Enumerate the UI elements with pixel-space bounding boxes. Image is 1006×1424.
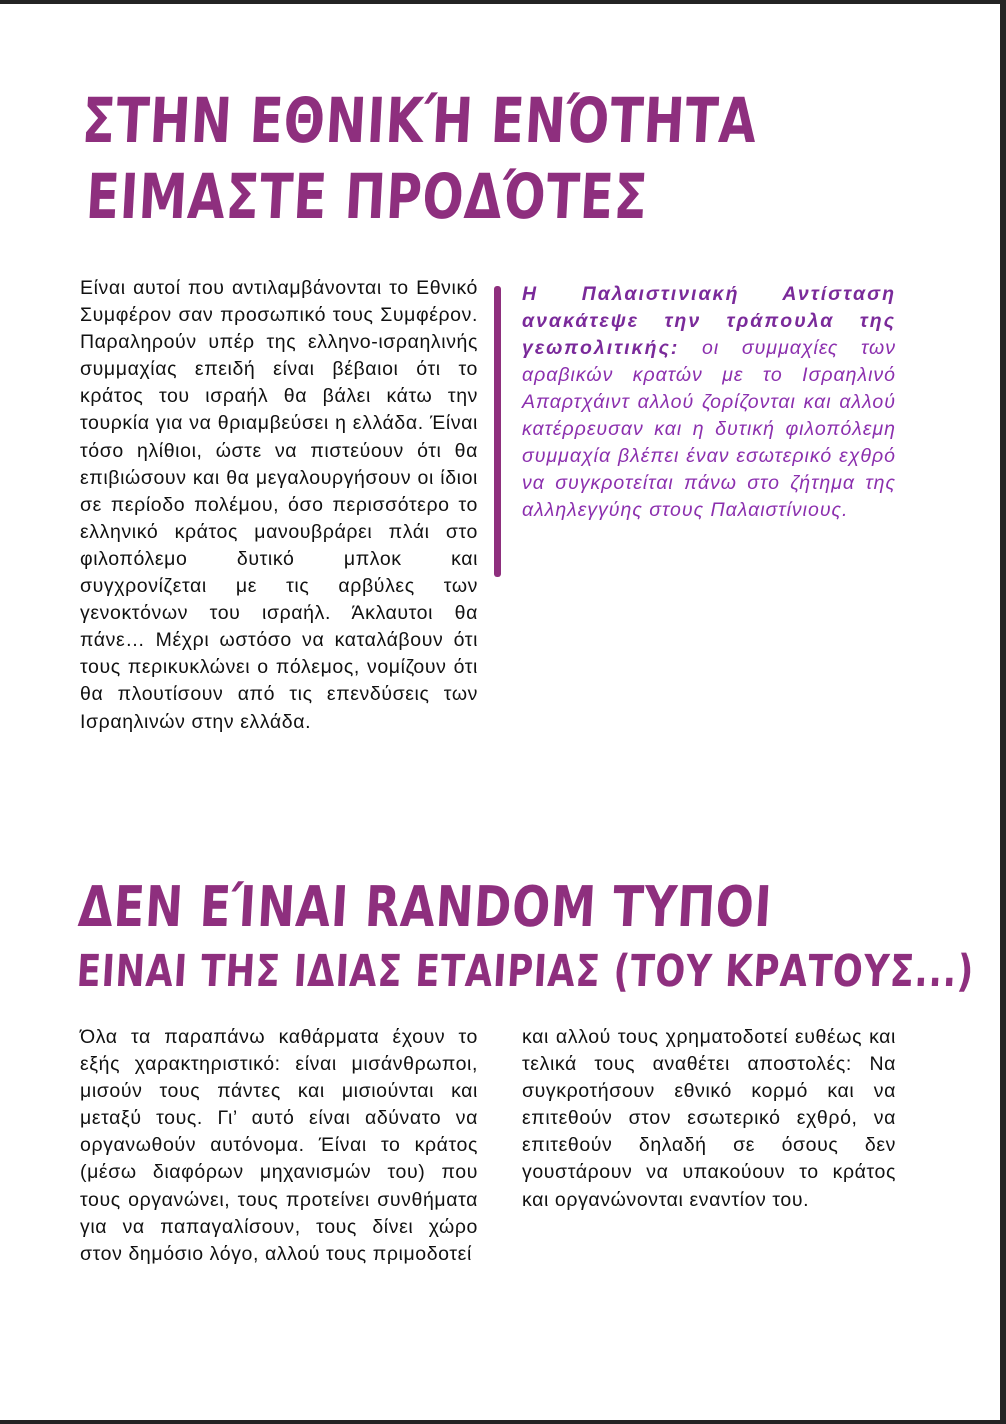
section1-heading-line2: ΕΙΜΑΣΤΕ ΠΡΟΔΌΤΕΣ (84, 160, 650, 233)
pull-quote-bold: Η Παλαιστινιακή Αντίσταση ανακάτεψε την τράπουλα της γεωπολιτικής: (522, 283, 896, 359)
section2-body-right-column (522, 1024, 896, 1214)
section2-body-left-paragraph: Όλα τα παραπάνω καθάρματα έχουν το εξής χαρακτηριστικό: είναι μισάνθρωποι, μισούν τους πάντες και μισιούνται και μεταξύ τους. Γι’ αυτό είναι αδύνατο να οργανωθούν αυτόνομα. Έίναι το κράτος (μέσω διαφόρων μηχανισμών του) που τους οργανώνει, τους προτείνει συνθήματα για να παπαγαλίσουν, τους δίνει χώρο στον δημόσιο λόγο, αλλού τους πριμοδοτεί (80, 1026, 478, 1265)
section2-body-left-column (80, 1024, 478, 1268)
section1-heading-line1: ΣΤΗΝ ΕΘΝΙΚΉ ΕΝΌΤΗΤΑ (80, 84, 760, 157)
pull-quote-bar (494, 286, 501, 577)
pull-quote-text: οι συμμαχίες των αραβικών κρατών με το Ισραηλινό Απαρτχάιντ αλλού ζορίζονται και αλλού κατέρρευσαν και η δυτική φιλοπόλεμη συμμαχία βλέπει έναν εσωτερικό εχθρό να συγκροτείται πάνω στο ζήτημα της αλληλεγγύης στους Παλαιστίνιους. (522, 337, 896, 521)
section2-body-right-paragraph: και αλλού τους χρηματοδοτεί ευθέως και τελικά τους αναθέτει αποστολές: Να συγκροτήσουν εθνικό κορμό και να επιτεθούν στον εσωτερικό εχθρό, να επιτεθούν δηλαδή σε όσους δεν γουστάρουν να υπακούουν το κράτος και οργανώνονται εναντίον του. (522, 1026, 896, 1211)
section1-body-paragraph: Είναι αυτοί που αντιλαμβάνονται το Εθνικό Συμφέρον σαν προσωπικό τους Συμφέρον. Παραληρούν υπέρ της ελληνο-ισραηλινής συμμαχίας επειδή είναι βέβαιοι ότι το κράτος του ισραήλ θα βάλει κάτω την τουρκία για να θριαμβεύσει η ελλάδα. Έίναι τόσο ηλίθιοι, ώστε να πιστεύουν ότι θα επιβιώσουν και θα μεγαλουργήσουν οι ίδιοι σε περίοδο πολέμου, όσο περισσότερο το ελληνικό κράτος μανουβράρει πλάι στο φιλοπόλεμο δυτικό μπλοκ και συγχρονίζεται με τις αρβύλες των γενοκτόνων του ισραήλ. Άκλαυτοι θα πάνε… Μέχρι ωστόσο να καταλάβουν ότι τους περικυκλώνει ο πόλεμος, νομίζουν ότι θα πλουτίσουν από τις επενδύσεις των Ισραηλινών στην ελλάδα. (80, 277, 478, 733)
section2-heading-line2: ΕΙΝΑΙ ΤΗΣ ΙΔΙΑΣ ΕΤΑΙΡΙΑΣ (ΤΟΥ ΚΡΑΤΟΥΣ...) (75, 946, 976, 997)
section1-body-column (80, 275, 478, 736)
pull-quote (522, 281, 896, 524)
section2-heading-line1: ΔΕΝ ΕΊΝΑΙ RANDOM ΤΥΠΟΙ (76, 875, 774, 940)
page (0, 4, 1000, 1420)
